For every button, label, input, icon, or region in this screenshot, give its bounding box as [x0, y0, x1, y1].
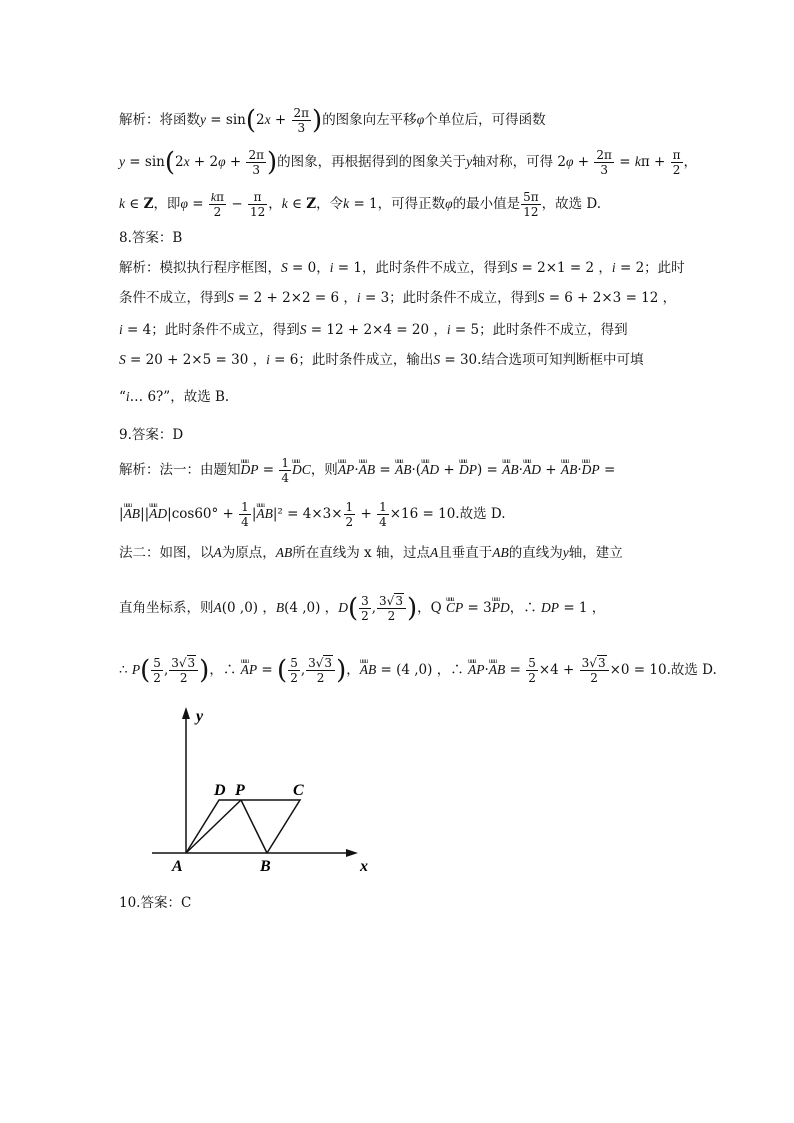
q9-line-1: 解析：法一：由题知uuu DP = $\frac{1}{4}$ uuu DC，则uuu AP·uuu AB = uuu AB·(uuu AD + uuu DP) = uuu AB·uuu AD + uuu AB·uuu DP =: [119, 456, 615, 485]
coordinate-figure: [140, 705, 400, 885]
text: ；此时条件不成立，得到: [389, 290, 538, 306]
text: .故选 D.: [455, 506, 506, 522]
label-x: x: [360, 858, 368, 875]
label-y: y: [196, 708, 204, 725]
text: ；此时条件不成立，得到: [151, 322, 300, 338]
text: 解析：模拟执行程序框图，: [119, 260, 281, 276]
q10-answer: 10.答案：C: [119, 895, 192, 911]
text: 法二：如图，以: [119, 545, 214, 561]
q9-line-3: 法二：如图，以A为原点，AB所在直线为 x 轴，过点A且垂直于AB的直线为y轴，建立: [119, 545, 623, 561]
q9-line-4: 直角坐标系，则A(0 ,0) ，B(4 ,0) ，D( $\frac{3}{2}$ , $\frac{3√3}{2}$ )，Q uuu CP = 3uuu PD，∴ DP = 1 ，: [119, 594, 605, 623]
text: ；此时条件成立，输出: [298, 352, 434, 368]
q7-line-3: k ∈ Z，即φ = $\frac{k\pi}{2}$ − $\frac{\pi}{12}$ ，k ∈ Z，令k = 1，可得正数φ的最小值是 $\frac{5\pi}{12}$ ，故选 D.: [119, 190, 602, 219]
q8-line-1: 解析：模拟执行程序框图，S = 0，i = 1，此时条件不成立，得到S = 2×1 = 2 ，i = 2；此时: [119, 260, 685, 276]
text: 的图象向左平移: [322, 112, 417, 128]
q8-line-2: 条件不成立，得到S = 2 + 2×2 = 6 ，i = 3；此时条件不成立，得到S = 6 + 2×3 = 12 ，: [119, 290, 677, 306]
x-axis-arrow: [346, 849, 358, 857]
q7-line-2: y = sin(2x + 2φ + $\frac{2\pi}{3}$ )的图象，再根据得到的图象关于y轴对称，可得 2φ + $\frac{2\pi}{3}$ = kπ + $\frac{\pi}{2}$ ，: [119, 147, 698, 178]
label-A: A: [172, 858, 183, 875]
q9-answer: 9.答案：D: [119, 427, 184, 443]
text: 直角坐标系，则: [119, 600, 214, 616]
text: “: [119, 389, 126, 405]
q8-line-4: S = 20 + 2×5 = 30 ，i = 6；此时条件成立，输出S = 30.结合选项可知判断框中可填: [119, 352, 644, 368]
y-axis-arrow: [182, 707, 190, 719]
segment-PB: [241, 800, 267, 853]
q8-line-3: i = 4；此时条件不成立，得到S = 12 + 2×4 = 20 ，i = 5；此时条件不成立，得到: [119, 322, 628, 338]
text: ，此时条件不成立，得到: [361, 260, 511, 276]
text: ，即: [153, 196, 181, 212]
label-P: P: [235, 782, 245, 799]
text: 解析：将函数: [119, 112, 200, 128]
text: 解析：法一：由题知: [119, 462, 241, 478]
text: 的最小值是: [452, 196, 521, 212]
text: 的图象，再根据得到的图象关于: [277, 154, 467, 170]
text: ，故选 D.: [541, 196, 602, 212]
text: 个单位后，可得函数: [424, 112, 546, 128]
label-B: B: [260, 858, 271, 875]
text: ”，故选 B.: [163, 389, 230, 405]
text: 的直线为: [508, 545, 563, 561]
text: ，令: [316, 196, 344, 212]
trapezoid-outline: [186, 800, 300, 853]
text: ；此时条件不成立，得到: [479, 322, 628, 338]
text: 为原点，: [221, 545, 276, 561]
q8-line-5: “i… 6?”，故选 B.: [119, 389, 230, 405]
text: 所在直线为 x 轴，过点: [292, 545, 430, 561]
text: ，可得正数: [377, 196, 446, 212]
text: ，则: [310, 462, 338, 478]
text: .故选 D.: [666, 662, 717, 678]
label-D: D: [214, 782, 226, 799]
text: 轴，建立: [568, 545, 623, 561]
text: 条件不成立，得到: [119, 290, 227, 306]
text: 轴对称，可得: [472, 154, 554, 170]
text: ；此时: [644, 260, 685, 276]
q9-line-5: ∴ P( $\frac{5}{2}$ , $\frac{3√3}{2}$ )，∴ uuu AP = ( $\frac{5}{2}$ , $\frac{3√3}{2}$ )，uuu AB = (4 ,0) ，∴ uuu AP·uuu AB = $\frac{5}{2}$ ×4 + $\frac{3√3}{2}$ ×0 = 10.故选 D.: [119, 656, 717, 685]
label-C: C: [293, 782, 304, 799]
q8-answer: 8.答案：B: [119, 230, 183, 246]
text: .结合选项可知判断框中可填: [477, 352, 644, 368]
text: 且垂直于: [438, 545, 493, 561]
q9-line-2: |uuu AB||uuu AD|cos60° + $\frac{1}{4}$ |uuu AB|² = 4×3× $\frac{1}{2}$ + $\frac{1}{4}$ ×16 = 10.故选 D.: [119, 500, 506, 529]
q7-line-1: 解析：将函数y = sin(2x + $\frac{2\pi}{3}$ )的图象向左平移φ个单位后，可得函数: [119, 105, 546, 136]
